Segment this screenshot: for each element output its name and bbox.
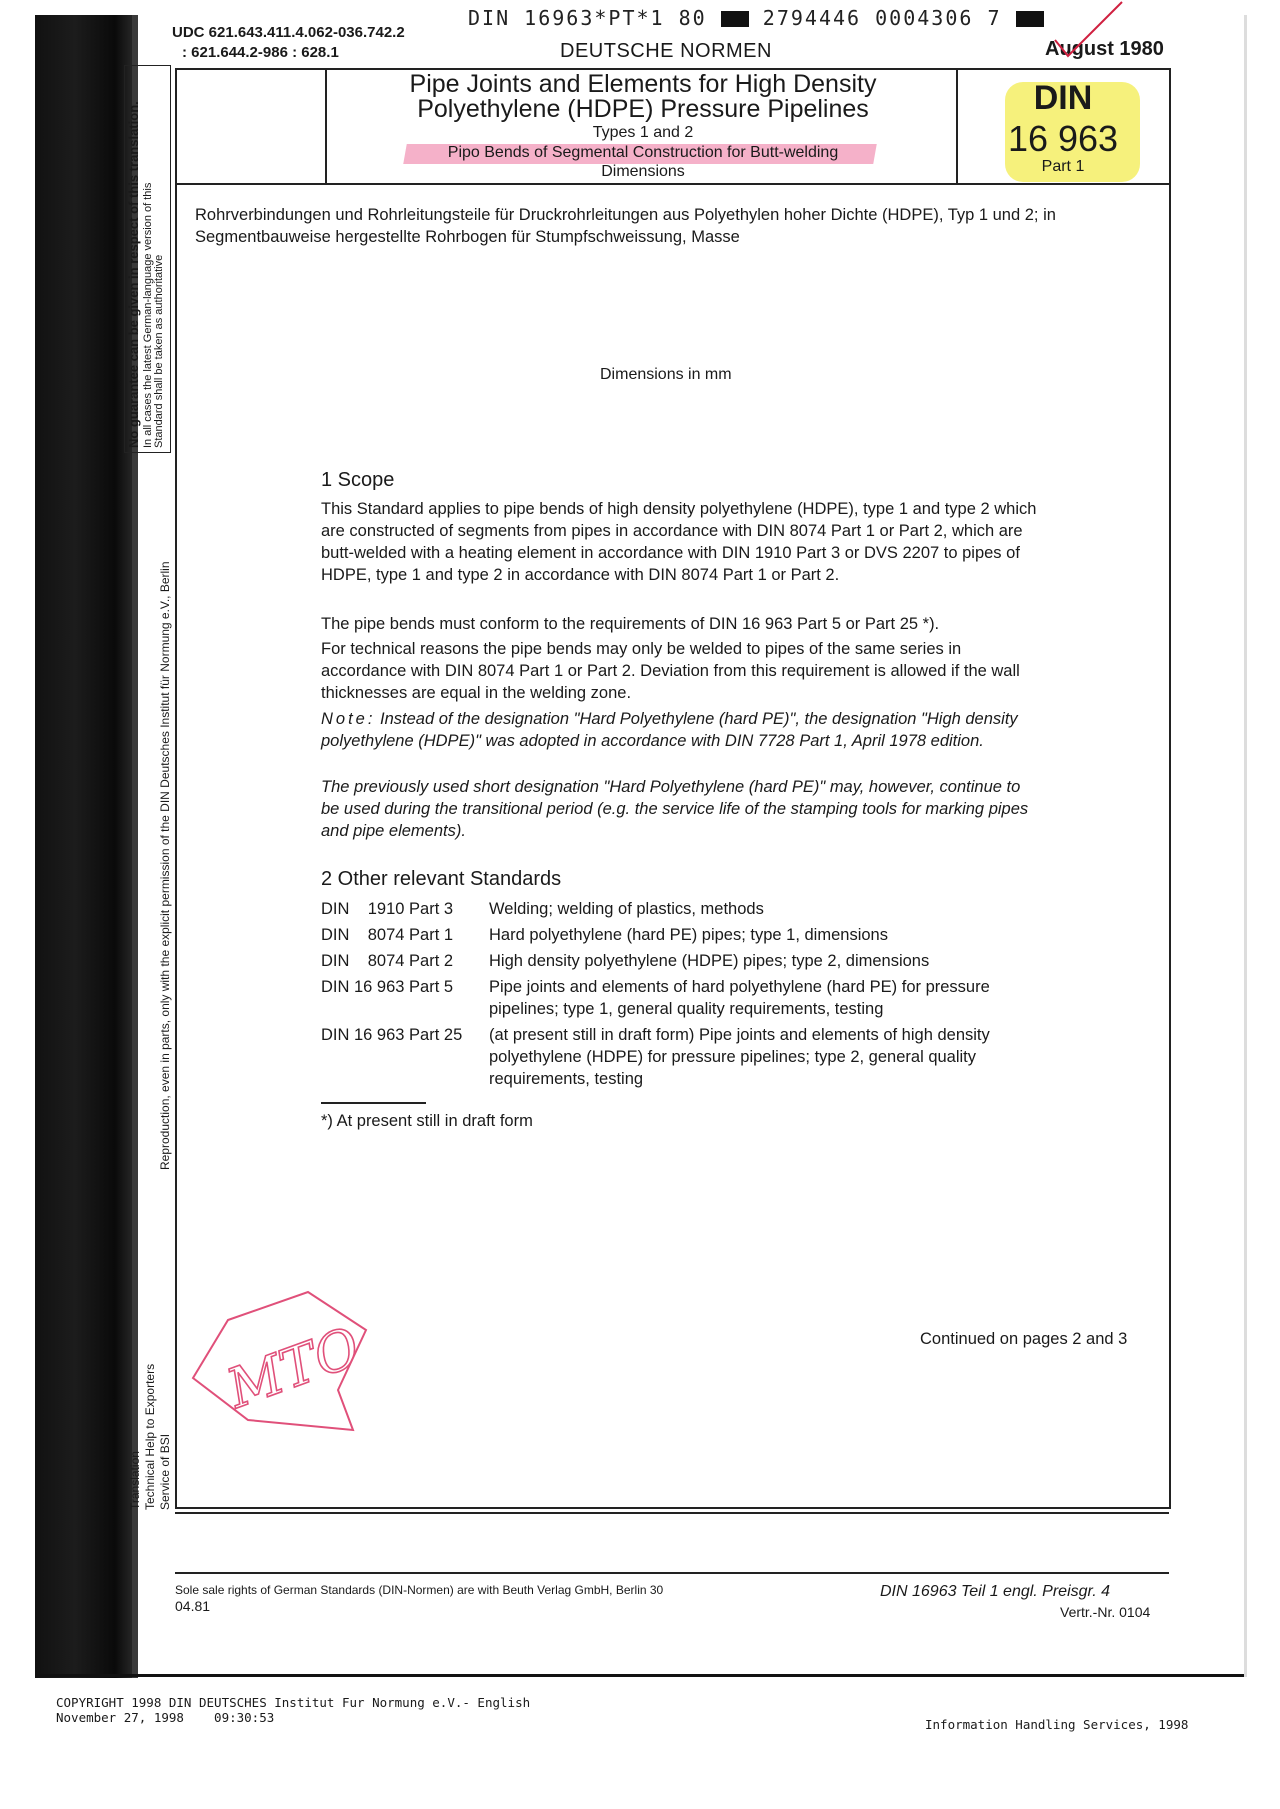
standards-list <box>321 898 1041 1094</box>
top-code: DIN 16963*PT*1 80 2794446 0004306 7 <box>468 6 1044 30</box>
deutsche-normen: DEUTSCHE NORMEN <box>560 40 772 62</box>
latest-version-note-2: Standard shall be taken as authoritative <box>153 254 165 448</box>
standard-desc: Hard polyethylene (hard PE) pipes; type 1, dimensions <box>489 926 888 944</box>
frame-divider <box>175 1572 1169 1574</box>
translation-note-1: Translation <box>128 1451 142 1510</box>
udc-line-1: UDC 621.643.411.4.062-036.742.2 <box>172 24 405 41</box>
scope-paragraph-1: This Standard applies to pipe bends of high density polyethylene (HDPE), type 1 and type 2 which are constructed of segments from pipes in accordance with DIN 8074 Part 1 or Part 2, which are butt-welded with a heating element in accordance with DIN 1910 Part 3 or DVS 2207 to pipes of HDPE, type 1 and type 2 in accordance with DIN 8074 Part 1 or Part 2. <box>321 500 1037 584</box>
scope-paragraph-2: The pipe bends must conform to the requirements of DIN 16 963 Part 5 or Part 25 *). <box>321 615 940 633</box>
standards-heading: 2 Other relevant Standards <box>321 868 562 890</box>
stamp-text: MTO <box>219 1314 369 1421</box>
list-item <box>321 898 1041 920</box>
title-box-divider <box>325 68 327 183</box>
footnote: *) At present still in draft form <box>321 1112 533 1130</box>
issue-code: 04.81 <box>175 1598 211 1614</box>
scope-note-2: The previously used short designation "Hard Polyethylene (hard PE)" may, however, continue to be used during the transitional period (e.g. the service life of the stamping tools for marking pipes and pipe elements). <box>321 778 1029 840</box>
standard-desc: (at present still in draft form) Pipe joints and elements of high density polyethylene (HDPE) for pressure pipelines; type 2, general quality requirements, testing <box>489 1026 990 1088</box>
redaction-block <box>721 11 749 27</box>
sole-rights: Sole sale rights of German Standards (DIN-Normen) are with Beuth Verlag GmbH, Berlin 30 <box>175 1583 664 1597</box>
din-number: 16 963 <box>1007 118 1119 159</box>
scope-heading: 1 Scope <box>321 469 395 491</box>
standard-id: DIN 8074 Part 2 <box>321 952 454 970</box>
german-title: Rohrverbindungen und Rohrleitungsteile für Druckrohrleitungen aus Polyethylen hoher Dichte (HDPE), Typ 1 und 2; in Segmentbauweise hergestellte Rohrbogen für Stumpfschweissung, Masse <box>195 206 1056 246</box>
udc-line-2: : 621.644.2-986 : 628.1 <box>182 44 339 61</box>
list-item <box>321 1024 1041 1090</box>
copyright-line-2: November 27, 1998 09:30:53 <box>56 1710 275 1725</box>
standard-id: DIN 1910 Part 3 <box>321 900 454 918</box>
dimensions-label: Dimensions <box>601 163 685 180</box>
scope-paragraph-3: For technical reasons the pipe bends may only be welded to pipes of the same series in accordance with DIN 8074 Part 1 or Part 2. Deviation from this requirement is allowed if the wall thicknesses are equal in the welding zone. <box>321 640 1020 702</box>
types-label: Types 1 and 2 <box>592 124 694 141</box>
guarantee-note: No guarantee can be given in respect of this translation. <box>126 101 141 448</box>
scan-bottom-edge <box>35 1674 1247 1677</box>
subtitle: Pipo Bends of Segmental Construction for Butt-welding <box>447 144 839 161</box>
scope-note <box>321 708 1041 752</box>
copyright-line-1: COPYRIGHT 1998 DIN DEUTSCHES Institut Fur Normung e.V.- English <box>56 1695 531 1710</box>
standard-id: DIN 8074 Part 1 <box>321 926 454 944</box>
standard-desc: Welding; welding of plastics, methods <box>489 900 764 918</box>
translation-note-2: Technical Help to Exporters <box>143 1363 157 1510</box>
vertr-number: Vertr.-Nr. 0104 <box>1060 1604 1151 1620</box>
latest-version-note-1: In all cases the latest German-language version of this <box>142 182 154 448</box>
list-item <box>321 924 1041 946</box>
standard-desc: Pipe joints and elements of hard polyethylene (hard PE) for pressure pipelines; type 1, general quality requirements, testing <box>489 978 990 1018</box>
continued-note: Continued on pages 2 and 3 <box>920 1330 1128 1348</box>
standard-id: DIN 16 963 Part 5 <box>321 978 454 996</box>
issue-date: August 1980 <box>1045 38 1164 60</box>
scan-right-edge <box>1244 15 1247 1677</box>
din-part: Part 1 <box>1041 158 1085 175</box>
list-item <box>321 976 1041 1020</box>
standard-desc: High density polyethylene (HDPE) pipes; type 2, dimensions <box>489 952 930 970</box>
reproduction-note: Reproduction, even in parts, only with the explicit permission of the DIN Deutsches Institut für Normung e.V., Berlin <box>158 561 172 1170</box>
footnote-rule <box>321 1102 426 1104</box>
note-label: Note: <box>321 710 376 728</box>
document-ref: DIN 16963 Teil 1 engl. Preisgr. 4 <box>880 1583 1111 1600</box>
note-text: Instead of the designation "Hard Polyethylene (hard PE)", the designation "High density polyethylene (HDPE)" was adopted in accordance with DIN 7728 Part 1, April 1978 edition. <box>321 710 1018 750</box>
list-item <box>321 950 1041 972</box>
title-line-1: Pipe Joints and Elements for High Density <box>409 70 877 98</box>
mto-stamp-icon <box>188 1290 378 1440</box>
title-line-2: Polyethylene (HDPE) Pressure Pipelines <box>417 95 869 123</box>
frame-divider <box>175 1512 1169 1514</box>
translation-note-3: Service of BSI <box>158 1433 172 1510</box>
check-mark-icon <box>1040 0 1130 60</box>
dimensions-in-mm: Dimensions in mm <box>600 366 732 383</box>
standard-id: DIN 16 963 Part 25 <box>321 1026 463 1044</box>
binding-strip <box>35 15 135 1678</box>
ihs-line: Information Handling Services, 1998 <box>925 1717 1189 1732</box>
din-label: DIN <box>1033 79 1093 117</box>
